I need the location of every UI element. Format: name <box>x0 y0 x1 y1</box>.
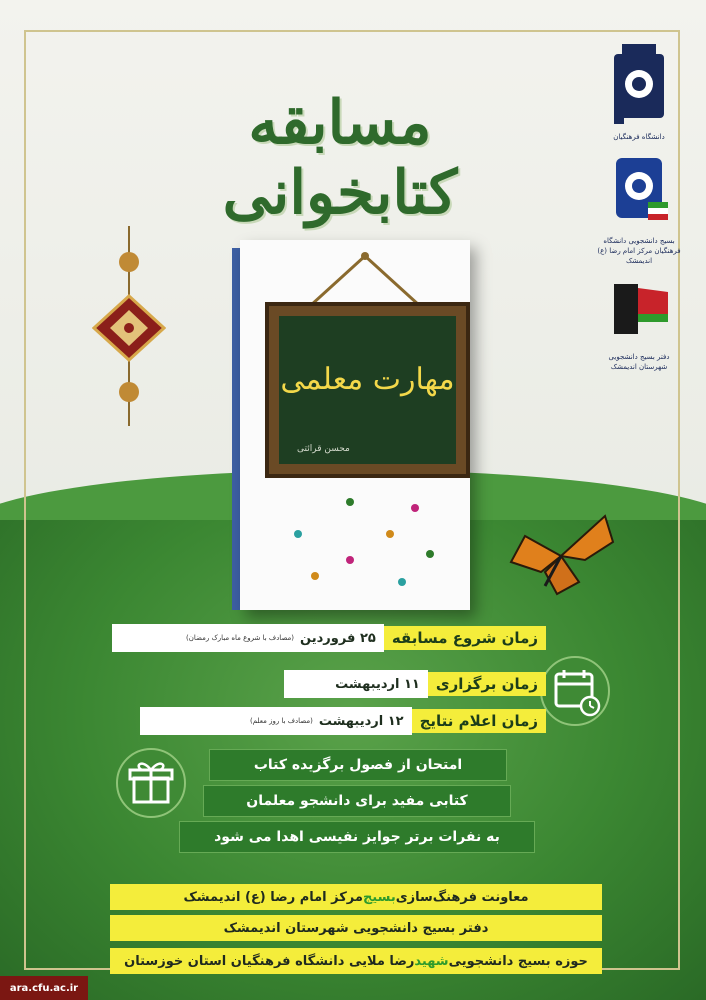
flag-emblem-icon <box>604 278 674 348</box>
chalkboard-surface <box>279 316 456 464</box>
basij-office-logo-text: دفتر بسیج دانشجویی شهرستان اندیمشک <box>608 353 670 371</box>
basij-center-logo-text: بسیج دانشجویی دانشگاه فرهنگیان مرکز امام رضا (ع) اندیمشک <box>597 237 681 265</box>
schedule-value-box <box>140 707 412 735</box>
schedule-value-box <box>284 670 428 698</box>
schedule-label: زمان اعلام نتایج <box>412 709 546 733</box>
schedule-note: (مصادف با روز معلم) <box>250 717 313 725</box>
university-emblem-icon <box>604 40 674 128</box>
credit-text: حوزه بسیج دانشجویی <box>448 953 588 969</box>
university-logo-text: دانشگاه فرهنگیان <box>613 133 665 141</box>
calendar-circle <box>540 656 610 726</box>
butterfly-icon <box>505 512 617 598</box>
schedule-row-results <box>140 707 546 735</box>
book-author: محسن قرائتی <box>297 444 350 454</box>
poster-title: مسابقه کتابخوانی <box>222 88 458 228</box>
schedule-label: زمان شروع مسابقه <box>384 626 546 650</box>
credit-highlight: شهید <box>414 953 449 969</box>
calendar-icon <box>542 658 608 724</box>
credit-line-2: دفتر بسیج دانشجویی شهرستان اندیمشک <box>110 915 602 941</box>
ornament-icon <box>92 226 166 426</box>
schedule-label: زمان برگزاری <box>428 672 546 696</box>
university-logo <box>594 40 684 142</box>
info-box: به نفرات برتر جوایز نفیسی اهدا می شود <box>180 822 534 852</box>
schedule-row-start <box>112 624 546 652</box>
schedule-value: ۲۵ فروردین <box>300 630 376 646</box>
credit-text: مرکز امام رضا (ع) اندیمشک <box>183 889 363 905</box>
credit-text: معاونت فرهنگ‌سازی <box>395 889 529 905</box>
schedule-value: ۱۲ اردیبهشت <box>318 713 404 729</box>
drops-decoration-icon <box>280 490 450 590</box>
credit-line-3 <box>110 948 602 974</box>
book-title: مهارت معلمی <box>280 362 455 397</box>
schedule-value-box <box>112 624 384 652</box>
credit-text: رضا ملایی دانشگاه فرهنگیان استان خوزستان <box>124 953 415 969</box>
schedule-note: (مصادف با شروع ماه مبارک رمضان) <box>186 634 294 642</box>
hanging-rope-icon <box>300 250 430 306</box>
basij-center-logo <box>594 152 684 266</box>
basij-emblem-icon <box>604 152 674 232</box>
schedule-value: ۱۱ اردیبهشت <box>335 676 420 692</box>
info-box: کتابی مفید برای دانشجو معلمان <box>204 786 510 816</box>
basij-office-logo <box>594 278 684 372</box>
chalkboard <box>265 302 470 478</box>
footer-url[interactable]: ara.cfu.ac.ir <box>0 976 88 1000</box>
gift-circle <box>116 748 186 818</box>
credit-line-1 <box>110 884 602 910</box>
schedule-row-held <box>284 670 546 698</box>
gift-icon <box>118 750 184 816</box>
credit-highlight: بسیج <box>362 889 396 905</box>
info-box: امتحان از فصول برگزیده کتاب <box>210 750 506 780</box>
